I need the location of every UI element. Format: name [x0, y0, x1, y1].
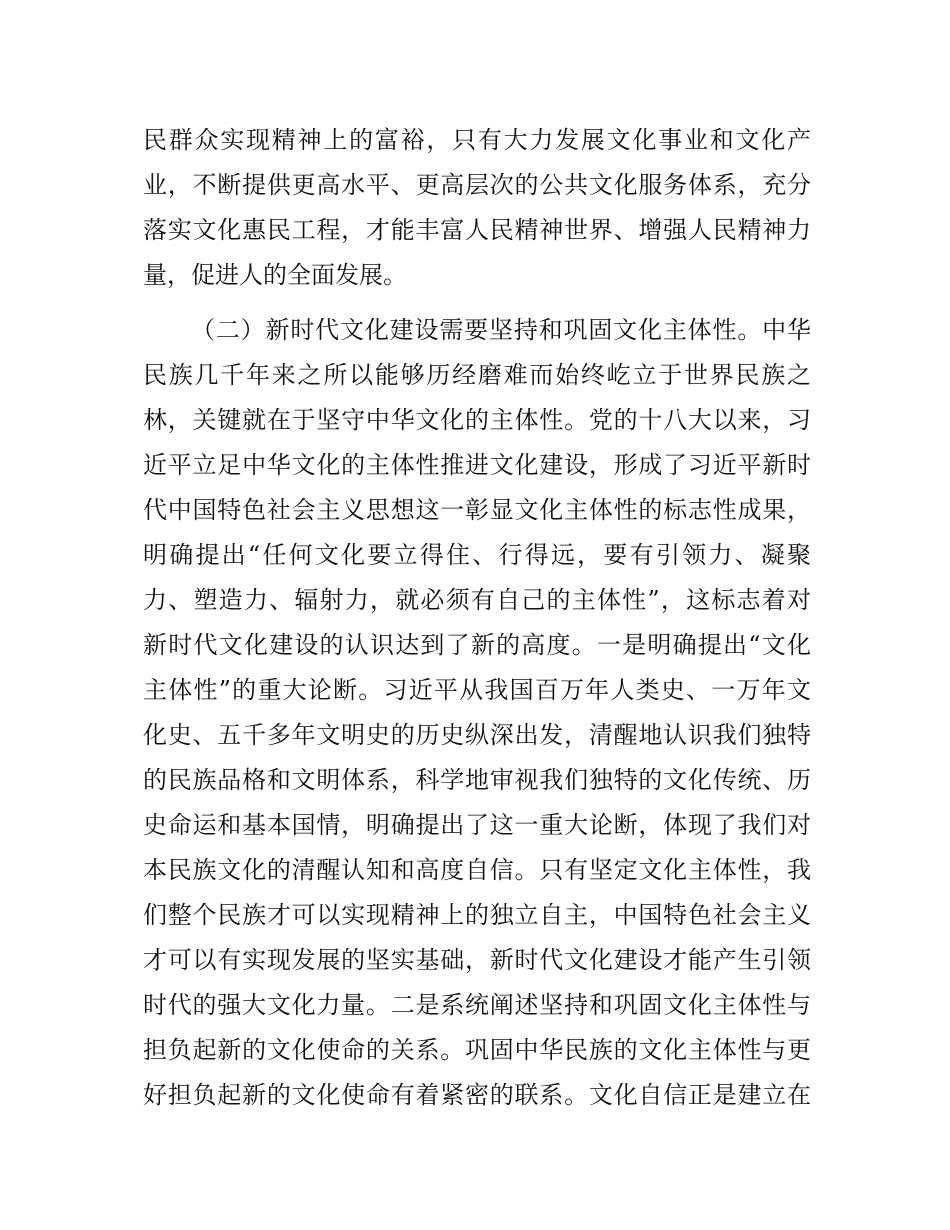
text-line: 新时代文化建设的认识达到了新的高度。一是明确提出“文化: [143, 631, 811, 659]
paragraph-2: [143, 308, 811, 1118]
text-line: 好担负起新的文化使命有着紧密的联系。文化自信正是建立在: [143, 1081, 811, 1109]
text-line: 明确提出“任何文化要立得住、行得远，要有引领力、凝聚: [143, 541, 811, 569]
text-line: 近平立足中华文化的主体性推进文化建设，形成了习近平新时: [143, 451, 811, 479]
text-line: 们整个民族才可以实现精神上的独立自主，中国特色社会主义: [143, 901, 811, 929]
text-line: 民族几千年来之所以能够历经磨难而始终屹立于世界民族之: [143, 361, 811, 389]
text-line: 代中国特色社会主义思想这一彰显文化主体性的标志性成果，: [143, 496, 811, 524]
text-line: 落实文化惠民工程，才能丰富人民精神世界、增强人民精神力: [143, 216, 811, 244]
text-line: 量，促进人的全面发展。: [143, 261, 407, 289]
text-line: 本民族文化的清醒认知和高度自信。只有坚定文化主体性，我: [143, 856, 811, 884]
text-line: 的民族品格和文明体系，科学地审视我们独特的文化传统、历: [143, 766, 811, 794]
text-line: 化史、五千多年文明史的历史纵深出发，清醒地认识我们独特: [143, 721, 811, 749]
text-line: 林，关键就在于坚守中华文化的主体性。党的十八大以来，习: [143, 406, 811, 434]
text-line: 担负起新的文化使命的关系。巩固中华民族的文化主体性与更: [143, 1036, 811, 1064]
text-line: 才可以有实现发展的坚实基础，新时代文化建设才能产生引领: [143, 946, 811, 974]
text-line: 史命运和基本国情，明确提出了这一重大论断，体现了我们对: [143, 811, 811, 839]
text-line: 时代的强大文化力量。二是系统阐述坚持和巩固文化主体性与: [143, 991, 811, 1019]
text-line: （二）新时代文化建设需要坚持和巩固文化主体性。中华: [191, 316, 811, 344]
paragraph-spacer: [143, 298, 811, 308]
text-line: 主体性”的重大论断。习近平从我国百万年人类史、一万年文: [143, 676, 811, 704]
paragraph-1: [143, 118, 811, 298]
document-body: [143, 118, 811, 1118]
text-line: 力、塑造力、辐射力，就必须有自己的主体性”，这标志着对: [143, 586, 811, 614]
text-line: 业，不断提供更高水平、更高层次的公共文化服务体系，充分: [143, 171, 811, 199]
text-line: 民群众实现精神上的富裕，只有大力发展文化事业和文化产: [143, 126, 811, 154]
